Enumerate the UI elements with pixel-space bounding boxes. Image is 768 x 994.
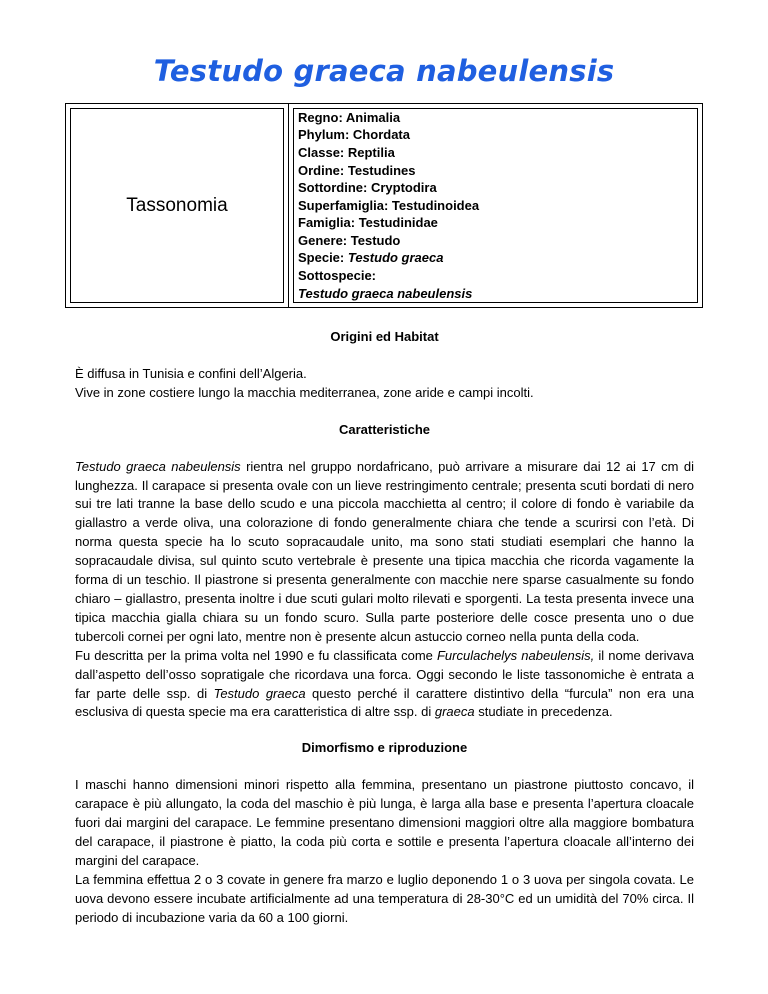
taxonomy-line: Genere: Testudo [298,232,401,248]
section-heading-origini: Origini ed Habitat [330,329,439,344]
taxonomy-line: Famiglia: Testudinidae [298,215,438,231]
taxonomy-label-cell [66,104,289,308]
taxonomy-line: Superfamiglia: Testudinoidea [298,197,480,213]
page-title: Testudo graeca nabeulensis [153,54,615,88]
taxonomy-table [65,103,703,308]
taxonomy-list-cell [289,104,703,308]
taxonomy-line: Testudo graeca nabeulensis [298,285,473,301]
dimorfismo-paragraph: La femmina effettua 2 o 3 covate in genere fra marzo e luglio deponendo 1 o 3 uova per singola covata. Le uova devono essere incubate artificialmente ad una temperatura di 28-30°C ed un umidità del 70% circa. Il periodo di incubazione varia da 60 a 100 giorni. [75,871,694,925]
taxonomy-line: Sottospecie: [298,268,377,284]
section-heading-dimorfismo: Dimorfismo e riproduzione [301,740,468,756]
section-heading-caratteristiche: Caratteristiche [338,421,431,437]
caratteristiche-paragraph: Testudo graeca nabeulensis rientra nel gruppo nordafricano, può arrivare a misurare dai 12 ai 17 cm di lunghezza. Il carapace si presenta ovale con un lieve restringimento centrale; presenta scuti bordati di nero sui tre lati tranne la base dello scudo e una piccola macchietta al centro; il colore di fondo è variabile da giallastro a verde oliva, una colorazione di fondo generalmente chiara che tende a scurirsi con l’età. Di norma questa specie ha lo scuto sopracaudale unito, ma sono stati studiati esemplari che hanno la sopracaudale divisa, sul quinto scuto vertebrale è presente una tipica macchia che ricorda vagamente la forma di un teschio. Il piastrone si presenta generalmente con macchie nere sparse casualmente su fondo chiaro – giallastro, presenta inoltre i due scuti gulari molto rilevati e sporgenti. La testa presenta invece una tipica macchia gialla chiara su un fondo scuro. Sulla parte posteriore delle cosce presenta uno o due tubercoli cornei per ogni lato, mentre non è presente alcun astuccio corneo nella punta della coda. [75,458,694,644]
origini-line: È diffusa in Tunisia e confini dell’Algeria. [75,365,307,381]
taxonomy-line: Classe: Reptilia [298,144,395,160]
taxonomy-line: Sottordine: Cryptodira [298,180,437,196]
article-body [75,328,694,927]
taxonomy-line: Regno: Animalia [298,109,401,125]
taxonomy-line: Specie: Testudo graeca [298,250,444,266]
caratteristiche-paragraph: Fu descritta per la prima volta nel 1990 e fu classificata come Furculachelys nabeulensis, il nome derivava dall’aspetto dell’osso sopratigale che ricordava una forca. Oggi secondo le liste tassonomiche è entrata a far parte delle ssp. di Testudo graeca questo perché il carattere distintivo della “furcula” non era una esclusiva di questa specie ma era caratteristica di altre ssp. di graeca studiate in precedenza. [75,647,695,720]
taxonomy-line: Ordine: Testudines [298,162,416,178]
taxonomy-line: Phylum: Chordata [298,127,410,143]
origini-line: Vive in zone costiere lungo la macchia mediterranea, zone aride e campi incolti. [75,384,534,400]
taxonomy-label: Tassonomia [126,194,228,216]
dimorfismo-paragraph: I maschi hanno dimensioni minori rispetto alla femmina, presentano un piastrone piuttosto concavo, il carapace è più allungato, la coda del maschio è più lunga, è larga alla base e presenta l’apertura cloacale fuori dai margini del carapace. Le femmine presentano dimensioni maggiori oltre alla maggiore bombatura del carapace, il piastrone è piatto, la coda più corta e sottile e presenta l’apertura cloacale all’interno dei margini del carapace. [75,777,694,868]
